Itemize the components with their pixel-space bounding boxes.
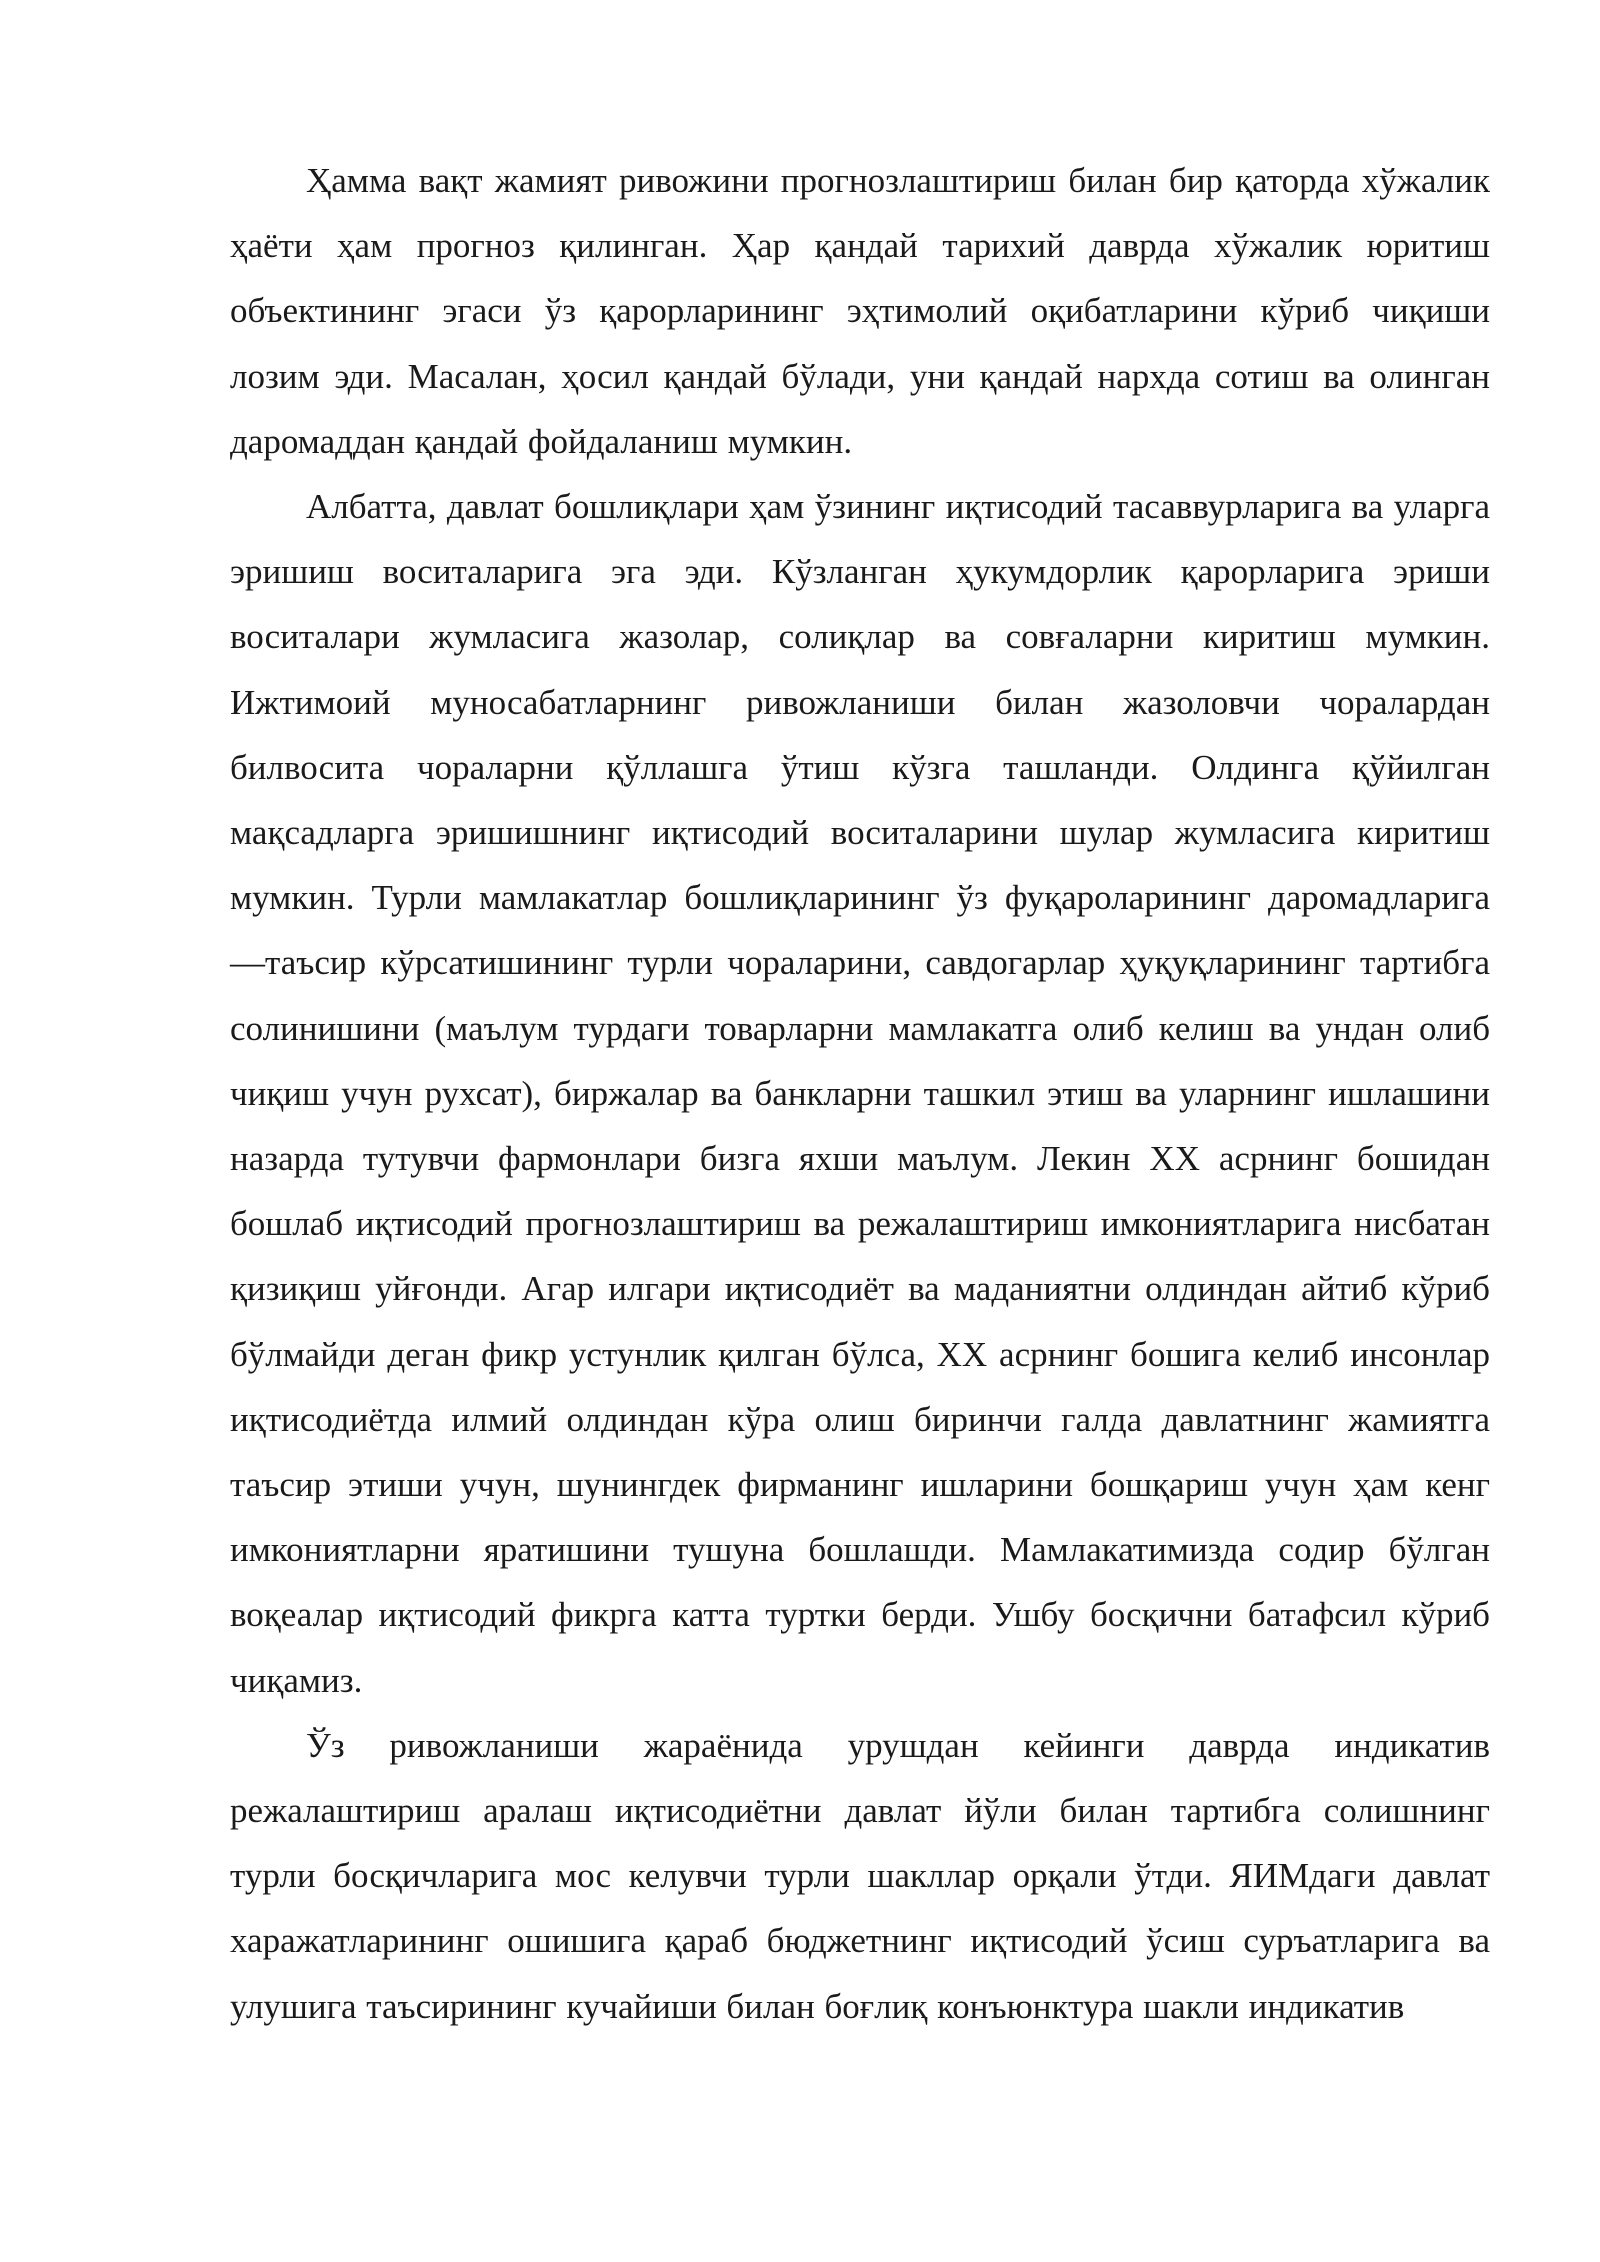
document-page xyxy=(230,148,1490,2039)
paragraph-3: Ўз ривожланиши жараёнида урушдан кейинги даврда индикатив режалаштириш аралаш иқтисодиётни давлат йўли билан тартибга солишнинг турли босқичларига мос келувчи турли шакллар орқали ўтди. ЯИМдаги давлат харажатларининг ошишига қараб бюджетнинг иқтисодий ўсиш суръатларига ва улушига таъсирининг кучайиши билан боғлиқ конъюнктура шакли индикатив xyxy=(230,1725,1490,2026)
paragraph-1: Ҳамма вақт жамият ривожини прогнозлаштириш билан бир қаторда хўжалик ҳаёти ҳам прогноз қилинган. Ҳар қандай тарихий даврда хўжалик юритиш объектининг эгаси ўз қарорларининг эҳтимолий оқибатларини кўриб чиқиши лозим эди. Масалан, ҳосил қандай бўлади, уни қандай нархда сотиш ва олинган даромаддан қандай фойдаланиш мумкин. xyxy=(230,161,1490,461)
paragraph-2: Албатта, давлат бошлиқлари ҳам ўзининг иқтисодий тасаввурларига ва уларга эришиш воситаларига эга эди. Кўзланган ҳукумдорлик қарорларига эриши воситалари жумласига жазолар, солиқлар ва совғаларни киритиш мумкин. Ижтимоий муносабатларнинг ривожланиши билан жазоловчи чоралардан билвосита чораларни қўллашга ўтиш кўзга ташланди. Олдинга қўйилган мақсадларга эришишнинг иқтисодий воситаларини шулар жумласига киритиш мумкин. Турли мамлакатлар бошлиқларининг ўз фуқароларининг даромадларига —таъсир кўрсатишининг турли чораларини, савдогарлар ҳуқуқларининг тартибга солинишини (маълум турдаги товарларни мамлакатга олиб келиш ва ундан олиб чиқиш учун рухсат), биржалар ва банкларни ташкил этиш ва уларнинг ишлашини назарда тутувчи фармонлари бизга яхши маълум. Лекин XX асрнинг бошидан бошлаб иқтисодий прогнозлаштириш ва режалаштириш имкониятларига нисбатан қизиқиш уйғонди. Агар илгари иқтисодиёт ва маданиятни олдиндан айтиб кўриб бўлмайди деган фикр устунлик қилган бўлса, XX асрнинг бошига келиб инсонлар иқтисодиётда илмий олдиндан кўра олиш биринчи галда давлатнинг жамиятга таъсир этиши учун, шунингдек фирманинг ишларини бошқариш учун ҳам кенг имкониятларни яратишини тушуна бошлашди. Мамлакатимизда содир бўлган воқеалар иқтисодий фикрга катта туртки берди. Ушбу босқични батафсил кўриб чиқамиз. xyxy=(230,487,1490,1700)
